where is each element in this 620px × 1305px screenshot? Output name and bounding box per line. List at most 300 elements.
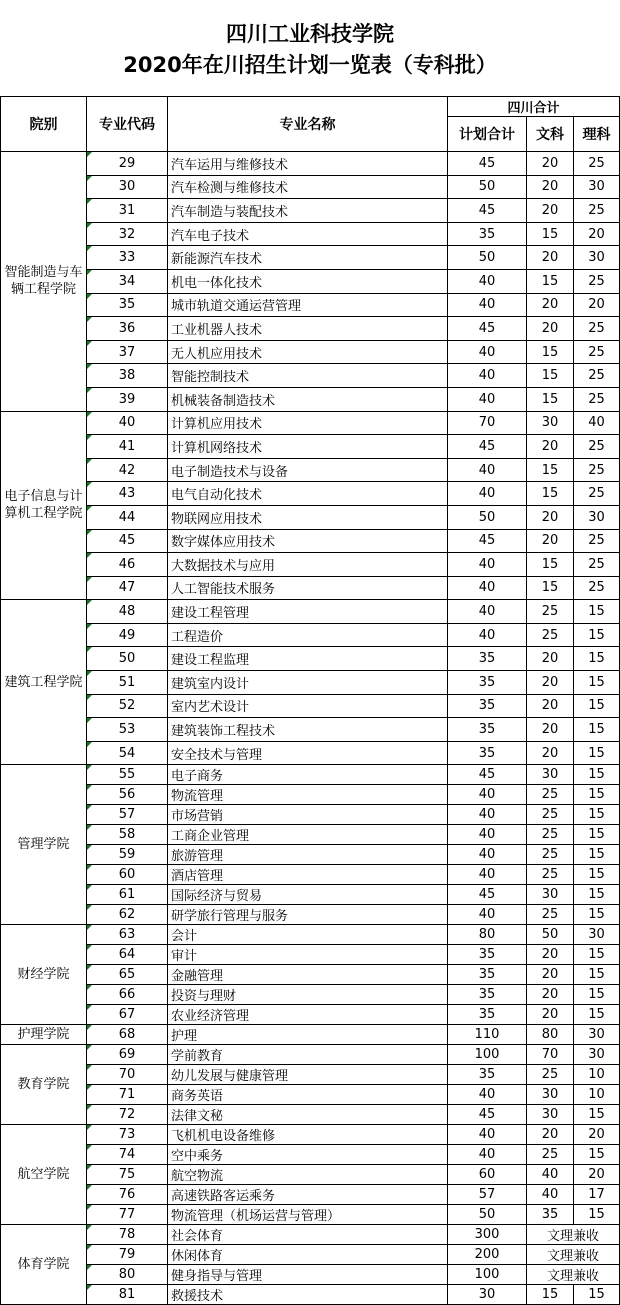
arts-count-cell: 15 [527,364,574,388]
arts-count-cell: 25 [527,623,574,647]
science-count-cell: 20 [574,1165,620,1185]
science-count-cell: 30 [574,1025,620,1045]
college-name-cell: 财经学院 [1,925,87,1025]
major-code: 50 [118,651,136,667]
cell-comment-marker [87,1165,92,1170]
table-row [1,1085,620,1105]
major-code-cell [87,435,168,459]
plan-total-cell: 35 [448,671,527,695]
table-row [1,199,620,223]
major-code: 47 [118,580,136,596]
major-name-cell: 工业机器人技术 [168,317,448,341]
science-count-cell: 25 [574,576,620,600]
table-row [1,945,620,965]
science-count-cell: 17 [574,1185,620,1205]
major-code: 36 [118,320,136,336]
table-row [1,458,620,482]
cell-comment-marker [87,695,92,700]
major-code-cell [87,985,168,1005]
plan-total-cell: 40 [448,293,527,317]
cell-comment-marker [87,223,92,228]
major-name-cell: 建筑装饰工程技术 [168,718,448,742]
plan-total-cell: 45 [448,885,527,905]
major-code-cell [87,945,168,965]
plan-total-cell: 100 [448,1045,527,1065]
major-name-cell: 汽车检测与维修技术 [168,175,448,199]
arts-count-cell: 20 [527,317,574,341]
science-count-cell: 15 [574,765,620,785]
major-code: 40 [118,415,136,431]
table-row [1,785,620,805]
plan-total-cell: 35 [448,1005,527,1025]
cell-comment-marker [87,718,92,723]
plan-total-cell: 35 [448,1065,527,1085]
major-code: 38 [118,368,136,384]
table-row [1,435,620,459]
plan-total-cell: 80 [448,925,527,945]
arts-count-cell: 15 [527,576,574,600]
cell-comment-marker [87,1185,92,1190]
science-count-cell: 15 [574,718,620,742]
arts-count-cell: 20 [527,529,574,553]
major-name-cell: 社会体育 [168,1225,448,1245]
table-row [1,576,620,600]
major-code: 64 [118,947,136,963]
cell-comment-marker [87,553,92,558]
cell-comment-marker [87,805,92,810]
cell-comment-marker [87,765,92,770]
arts-count-cell: 15 [527,387,574,411]
header-code: 专业代码 [87,97,168,152]
table-row [1,718,620,742]
major-name-cell: 计算机应用技术 [168,411,448,435]
science-count-cell: 15 [574,600,620,624]
major-name-cell: 物流管理（机场运营与管理） [168,1205,448,1225]
cell-comment-marker [87,530,92,535]
major-code: 71 [118,1087,136,1103]
major-name-cell: 数字媒体应用技术 [168,529,448,553]
table-row [1,505,620,529]
major-name-cell: 工商企业管理 [168,825,448,845]
cell-comment-marker [87,506,92,511]
arts-count-cell: 25 [527,825,574,845]
major-code: 44 [118,509,136,525]
major-code: 39 [118,391,136,407]
table-row [1,1045,620,1065]
science-count-cell: 30 [574,505,620,529]
major-code-cell [87,458,168,482]
major-code-cell [87,364,168,388]
table-row [1,825,620,845]
table-row [1,1005,620,1025]
major-name-cell: 研学旅行管理与服务 [168,905,448,925]
major-code: 34 [118,273,136,289]
header-arts: 文科 [527,117,574,152]
cell-comment-marker [87,176,92,181]
plan-total-cell: 35 [448,718,527,742]
science-count-cell: 15 [574,985,620,1005]
major-name-cell: 金融管理 [168,965,448,985]
major-code-cell [87,1165,168,1185]
major-code: 62 [118,907,136,923]
college-name-cell: 建筑工程学院 [1,600,87,765]
science-count-cell: 20 [574,222,620,246]
cell-comment-marker [87,1245,92,1250]
cell-comment-marker [87,925,92,930]
major-code-cell [87,411,168,435]
major-name-cell: 国际经济与贸易 [168,885,448,905]
table-row [1,805,620,825]
science-count-cell: 25 [574,199,620,223]
cell-comment-marker [87,341,92,346]
major-name-cell: 机械装备制造技术 [168,387,448,411]
major-name-cell: 休闲体育 [168,1245,448,1265]
plan-total-cell: 45 [448,152,527,176]
arts-count-cell: 50 [527,925,574,945]
major-code: 37 [118,344,136,360]
major-name-cell: 高速铁路客运乘务 [168,1185,448,1205]
plan-total-cell: 57 [448,1185,527,1205]
table-row [1,1025,620,1045]
mixed-admission-cell: 文理兼收 [527,1265,620,1285]
cell-comment-marker [87,1205,92,1210]
major-code-cell [87,269,168,293]
cell-comment-marker [87,965,92,970]
arts-count-cell: 25 [527,905,574,925]
major-code: 58 [118,827,136,843]
major-name-cell: 新能源汽车技术 [168,246,448,270]
plan-total-cell: 40 [448,553,527,577]
arts-count-cell: 20 [527,945,574,965]
major-code-cell [87,845,168,865]
cell-comment-marker [87,412,92,417]
table-row [1,741,620,765]
cell-comment-marker [87,985,92,990]
plan-total-cell: 35 [448,694,527,718]
science-count-cell: 15 [574,785,620,805]
major-name-cell: 审计 [168,945,448,965]
table-row [1,925,620,945]
major-name-cell: 农业经济管理 [168,1005,448,1025]
major-name-cell: 汽车制造与装配技术 [168,199,448,223]
plan-total-cell: 40 [448,865,527,885]
major-code: 30 [118,179,136,195]
arts-count-cell: 15 [527,222,574,246]
science-count-cell: 25 [574,529,620,553]
major-name-cell: 物流管理 [168,785,448,805]
major-name-cell: 会计 [168,925,448,945]
table-row [1,175,620,199]
college-name-cell: 管理学院 [1,765,87,925]
science-count-cell: 15 [574,1285,620,1305]
plan-total-cell: 40 [448,387,527,411]
cell-comment-marker [87,600,92,605]
major-code-cell [87,1265,168,1285]
major-code-cell [87,805,168,825]
major-name-cell: 智能控制技术 [168,364,448,388]
major-code-cell [87,1225,168,1245]
cell-comment-marker [87,1025,92,1030]
cell-comment-marker [87,1085,92,1090]
major-name-cell: 法律文秘 [168,1105,448,1125]
cell-comment-marker [87,270,92,275]
arts-count-cell: 15 [527,482,574,506]
plan-total-cell: 300 [448,1225,527,1245]
table-row [1,1225,620,1245]
table-row [1,905,620,925]
table-row [1,317,620,341]
arts-count-cell: 25 [527,805,574,825]
plan-total-cell: 40 [448,576,527,600]
table-row [1,340,620,364]
arts-count-cell: 30 [527,885,574,905]
table-row [1,553,620,577]
major-code: 75 [118,1167,136,1183]
table-row [1,152,620,176]
arts-count-cell: 20 [527,152,574,176]
major-code: 45 [118,533,136,549]
cell-comment-marker [87,671,92,676]
arts-count-cell: 20 [527,741,574,765]
plan-total-cell: 50 [448,1205,527,1225]
science-count-cell: 25 [574,152,620,176]
arts-count-cell: 80 [527,1025,574,1045]
major-code-cell [87,1185,168,1205]
major-code-cell [87,765,168,785]
mixed-admission-cell: 文理兼收 [527,1225,620,1245]
header-total: 计划合计 [448,117,527,152]
cell-comment-marker [87,1065,92,1070]
major-code-cell [87,553,168,577]
cell-comment-marker [87,1005,92,1010]
major-code: 43 [118,486,136,502]
major-code-cell [87,741,168,765]
major-code: 81 [118,1287,136,1303]
plan-total-cell: 100 [448,1265,527,1285]
major-code-cell [87,505,168,529]
header-major: 专业名称 [168,97,448,152]
plan-total-cell: 110 [448,1025,527,1045]
major-name-cell: 机电一体化技术 [168,269,448,293]
science-count-cell: 10 [574,1085,620,1105]
table-row [1,647,620,671]
major-code-cell [87,885,168,905]
major-code: 66 [118,987,136,1003]
table-row [1,293,620,317]
plan-total-cell: 40 [448,845,527,865]
cell-comment-marker [87,294,92,299]
major-code-cell [87,865,168,885]
plan-total-cell: 40 [448,785,527,805]
major-code-cell [87,293,168,317]
cell-comment-marker [87,624,92,629]
major-name-cell: 建筑室内设计 [168,671,448,695]
table-row [1,1065,620,1085]
header-science: 理科 [574,117,620,152]
major-name-cell: 护理 [168,1025,448,1045]
header-college: 院别 [1,97,87,152]
college-name-cell: 航空学院 [1,1125,87,1225]
table-body [1,152,620,1305]
cell-comment-marker [87,152,92,157]
major-name-cell: 建设工程监理 [168,647,448,671]
arts-count-cell: 25 [527,600,574,624]
college-name-cell: 教育学院 [1,1045,87,1125]
science-count-cell: 40 [574,411,620,435]
cell-comment-marker [87,435,92,440]
major-code: 77 [118,1207,136,1223]
page-subtitle: 2020年在川招生计划一览表（专科批） [123,53,497,77]
major-code-cell [87,785,168,805]
cell-comment-marker [87,199,92,204]
major-code: 55 [118,767,136,783]
college-name-cell: 智能制造与车辆工程学院 [1,152,87,412]
arts-count-cell: 20 [527,199,574,223]
major-name-cell: 无人机应用技术 [168,340,448,364]
header-group: 四川合计 [448,97,620,117]
arts-count-cell: 15 [527,340,574,364]
table-row [1,411,620,435]
major-code: 80 [118,1267,136,1283]
major-name-cell: 汽车电子技术 [168,222,448,246]
arts-count-cell: 25 [527,865,574,885]
major-code-cell [87,387,168,411]
major-code-cell [87,825,168,845]
arts-count-cell: 20 [527,175,574,199]
arts-count-cell: 25 [527,845,574,865]
major-name-cell: 电子制造技术与设备 [168,458,448,482]
major-code: 35 [118,297,136,313]
arts-count-cell: 20 [527,293,574,317]
page-title: 四川工业科技学院 [226,22,394,46]
major-code: 67 [118,1007,136,1023]
major-code: 31 [118,202,136,218]
plan-total-cell: 45 [448,435,527,459]
major-code: 73 [118,1127,136,1143]
major-code: 49 [118,627,136,643]
cell-comment-marker [87,459,92,464]
science-count-cell: 20 [574,1125,620,1145]
major-code: 54 [118,745,136,761]
science-count-cell: 30 [574,1045,620,1065]
arts-count-cell: 25 [527,1065,574,1085]
major-code: 69 [118,1047,136,1063]
science-count-cell: 15 [574,965,620,985]
major-name-cell: 航空物流 [168,1165,448,1185]
table-row [1,222,620,246]
plan-total-cell: 40 [448,340,527,364]
plan-total-cell: 40 [448,1085,527,1105]
major-code: 59 [118,847,136,863]
science-count-cell: 10 [574,1065,620,1085]
science-count-cell: 25 [574,317,620,341]
arts-count-cell: 15 [527,269,574,293]
table-row [1,671,620,695]
cell-comment-marker [87,647,92,652]
science-count-cell: 25 [574,553,620,577]
major-code: 76 [118,1187,136,1203]
major-name-cell: 救援技术 [168,1285,448,1305]
major-code-cell [87,1105,168,1125]
arts-count-cell: 30 [527,1105,574,1125]
science-count-cell: 25 [574,458,620,482]
arts-count-cell: 20 [527,671,574,695]
major-name-cell: 电气自动化技术 [168,482,448,506]
major-name-cell: 学前教育 [168,1045,448,1065]
cell-comment-marker [87,246,92,251]
science-count-cell: 25 [574,364,620,388]
major-name-cell: 室内艺术设计 [168,694,448,718]
plan-total-cell: 60 [448,1165,527,1185]
plan-total-cell: 70 [448,411,527,435]
cell-comment-marker [87,905,92,910]
plan-total-cell: 200 [448,1245,527,1265]
table-row [1,600,620,624]
major-code: 42 [118,462,136,478]
cell-comment-marker [87,945,92,950]
table-row [1,1125,620,1145]
science-count-cell: 15 [574,945,620,965]
table-row [1,1245,620,1265]
major-code-cell [87,925,168,945]
major-name-cell: 城市轨道交通运营管理 [168,293,448,317]
table-row [1,1145,620,1165]
arts-count-cell: 35 [527,1205,574,1225]
arts-count-cell: 20 [527,965,574,985]
arts-count-cell: 30 [527,411,574,435]
table-row [1,865,620,885]
science-count-cell: 25 [574,482,620,506]
major-code: 70 [118,1067,136,1083]
table-row [1,985,620,1005]
arts-count-cell: 20 [527,505,574,529]
cell-comment-marker [87,577,92,582]
major-code-cell [87,482,168,506]
major-name-cell: 电子商务 [168,765,448,785]
cell-comment-marker [87,1125,92,1130]
science-count-cell: 15 [574,825,620,845]
plan-total-cell: 35 [448,647,527,671]
major-name-cell: 安全技术与管理 [168,741,448,765]
arts-count-cell: 20 [527,694,574,718]
cell-comment-marker [87,1265,92,1270]
college-name-cell: 体育学院 [1,1225,87,1305]
plan-total-cell: 40 [448,364,527,388]
major-code: 56 [118,787,136,803]
major-name-cell: 旅游管理 [168,845,448,865]
major-code: 74 [118,1147,136,1163]
major-code-cell [87,623,168,647]
college-name-cell: 电子信息与计算机工程学院 [1,411,87,600]
major-name-cell: 健身指导与管理 [168,1265,448,1285]
science-count-cell: 15 [574,905,620,925]
table-row [1,1105,620,1125]
cell-comment-marker [87,785,92,790]
major-code-cell [87,1085,168,1105]
science-count-cell: 25 [574,435,620,459]
major-code: 63 [118,927,136,943]
table-row [1,1185,620,1205]
plan-total-cell: 45 [448,199,527,223]
mixed-admission-cell: 文理兼收 [527,1245,620,1265]
cell-comment-marker [87,845,92,850]
arts-count-cell: 30 [527,1085,574,1105]
science-count-cell: 20 [574,293,620,317]
major-code: 65 [118,967,136,983]
cell-comment-marker [87,482,92,487]
plan-total-cell: 40 [448,600,527,624]
major-name-cell: 大数据技术与应用 [168,553,448,577]
